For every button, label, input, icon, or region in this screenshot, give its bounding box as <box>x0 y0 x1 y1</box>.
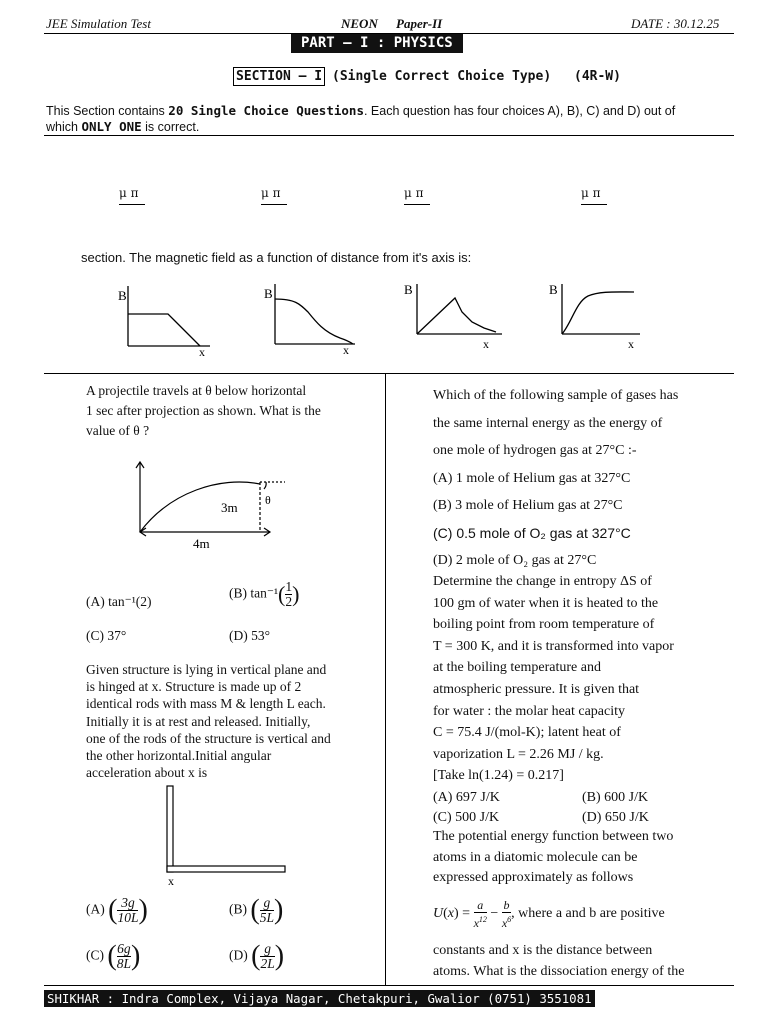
option-label: (C) <box>86 947 104 963</box>
potential-line: atoms. What is the dissociation energy of the <box>433 963 685 979</box>
structure-option-b: (B) ( $\frac{g}{5L}$ ) <box>229 894 284 926</box>
intro-text-b: . Each question has four choices A), B), C) and D) out of <box>363 104 676 118</box>
graph-c-xlabel: x <box>483 337 489 351</box>
footer-address: SHIKHAR : Indra Complex, Vijaya Nagar, Chetakpuri, Gwalior (0751) 3551081 <box>44 990 595 1007</box>
intro-bold-only-one: ONLY ONE <box>81 119 142 134</box>
structure-line: is hinged at x. Structure is made up of 2 <box>86 679 302 695</box>
section-marking: (4R-W) <box>574 69 621 84</box>
structure-line: identical rods with mass M & length L each. <box>86 696 326 712</box>
magnetic-field-question: section. The magnetic field as a function of distance from it's axis is: <box>81 250 472 265</box>
columns-bottom-rule <box>44 985 734 986</box>
graph-b-ylabel: B <box>264 286 273 301</box>
intro-text-d: is correct. <box>141 120 200 134</box>
fraction-fragment-c: μ π <box>404 186 430 205</box>
entropy-option-b: (B) 600 J/K <box>582 790 649 805</box>
part-title: PART – I : PHYSICS <box>291 34 463 53</box>
entropy-line: C = 75.4 J/(mol-K); latent heat of <box>433 725 621 741</box>
structure-option-a: (A) ( $\frac{3g}{10L}$ ) <box>86 894 148 926</box>
projectile-height-label: 3m <box>221 500 238 515</box>
fraction-numerator: 6g <box>117 941 131 956</box>
projectile-width-label: 4m <box>193 536 210 551</box>
potential-formula: U(x) = $\frac{a}{x^{12}}$ − $\frac{b}{x^6}$ , where a and b are positive <box>433 898 665 930</box>
entropy-option-c: (C) 500 J/K <box>433 810 500 825</box>
gas-line: Which of the following sample of gases has <box>433 388 679 403</box>
intro-text-a: This Section contains <box>46 104 169 118</box>
fraction-denominator: 5L <box>259 910 274 925</box>
entropy-question <box>433 571 674 787</box>
header-test-name: JEE Simulation Test <box>46 16 151 31</box>
header-paper: Paper-II <box>396 16 443 31</box>
projectile-option-b: (B) tan⁻¹( $\frac{1}{2}$ ) <box>229 579 300 609</box>
structure-line: the other horizontal.Initial angular <box>86 748 272 764</box>
projectile-option-c: (C) 37° <box>86 628 127 643</box>
section-label: SECTION – I <box>233 67 325 86</box>
structure-line: Initially it is at rest and released. Initially, <box>86 713 311 729</box>
section-instructions <box>46 103 736 135</box>
fraction-numerator: 1 <box>285 579 293 594</box>
intro-bold-count: 20 Single Choice Questions <box>168 103 364 118</box>
gas-option-c: (C) 0.5 mole of O₂ gas at 327°C <box>433 524 631 541</box>
projectile-option-d: (D) 53° <box>229 628 271 643</box>
entropy-line: [Take ln(1.24) = 0.217] <box>433 768 564 784</box>
entropy-line: 100 gm of water when it is heated to the <box>433 595 659 611</box>
potential-question <box>433 827 673 889</box>
structure-line: acceleration about x is <box>86 765 208 781</box>
projectile-angle-label: θ <box>265 493 271 507</box>
projectile-question <box>86 381 321 441</box>
gas-option-b: (B) 3 mole of Helium gas at 27°C <box>433 498 623 513</box>
structure-option-c: (C) ( $\frac{6g}{8L}$ ) <box>86 940 141 972</box>
fraction-fragment-b: μ π <box>261 186 287 205</box>
intro-text-c: which <box>46 120 82 134</box>
structure-question <box>86 661 331 781</box>
entropy-option-d: (D) 650 J/K <box>582 810 649 825</box>
entropy-line: Determine the change in entropy ΔS of <box>433 574 652 589</box>
graph-a-xlabel: x <box>199 345 205 359</box>
option-label: (A) <box>86 901 105 917</box>
structure-figure <box>160 784 290 890</box>
fraction-numerator: g <box>260 942 274 957</box>
gas-option-d: (D) 2 mole of O₂ gas at 27°C <box>433 553 597 568</box>
intro-rule <box>44 135 734 136</box>
projectile-option-b-prefix: (B) tan⁻¹ <box>229 585 279 601</box>
graph-b <box>275 284 355 344</box>
structure-option-d: (D) ( $\frac{g}{2L}$ ) <box>229 940 285 972</box>
entropy-line: T = 300 K, and it is transformed into vapor <box>433 638 674 654</box>
graph-c <box>417 284 502 334</box>
projectile-line: 1 sec after projection as shown. What is the <box>86 403 321 418</box>
column-divider <box>385 373 386 985</box>
fraction-numerator: 3g <box>117 896 138 911</box>
graph-a-ylabel: B <box>118 288 127 303</box>
section-type: (Single Correct Choice Type) <box>332 69 552 84</box>
header-batch: NEON <box>341 16 378 31</box>
fraction-numerator: g <box>260 896 274 911</box>
fraction-denominator: 10L <box>117 910 139 925</box>
graph-d-ylabel: B <box>549 282 558 297</box>
fraction-denominator: 2 <box>285 594 293 609</box>
magnetic-field-graphs <box>110 282 750 362</box>
structure-line: one of the rods of the structure is vertical and <box>86 730 331 746</box>
entropy-line: boiling point from room temperature of <box>433 617 655 633</box>
potential-line: The potential energy function between two <box>433 829 674 844</box>
projectile-figure <box>130 460 300 552</box>
entropy-line: at the boiling temperature and <box>433 660 601 676</box>
entropy-line: atmospheric pressure. It is given that <box>433 681 640 697</box>
gas-question <box>433 382 678 575</box>
option-label: (D) <box>229 947 248 963</box>
projectile-option-a: (A) tan⁻¹(2) <box>86 594 152 609</box>
projectile-line: value of θ ? <box>86 423 150 438</box>
option-label: (B) <box>229 901 247 917</box>
potential-formula-suffix: , where a and b are positive <box>511 906 665 922</box>
fraction-fragment-a: μ π <box>119 186 145 205</box>
gas-line: one mole of hydrogen gas at 27°C :- <box>433 443 637 458</box>
entropy-line: vaporization L = 2.26 MJ / kg. <box>433 746 604 762</box>
gas-line: the same internal energy as the energy of <box>433 415 663 431</box>
potential-question-continued <box>433 941 684 982</box>
header-date: DATE : 30.12.25 <box>631 16 720 31</box>
entropy-option-a: (A) 697 J/K <box>433 790 500 805</box>
graph-b-xlabel: x <box>343 343 349 357</box>
hinge-label: x <box>168 874 174 888</box>
potential-line: constants and x is the distance between <box>433 943 653 958</box>
graph-d <box>562 284 640 334</box>
fraction-fragment-d: μ π <box>581 186 607 205</box>
graph-d-xlabel: x <box>628 337 634 351</box>
projectile-line: A projectile travels at θ below horizontal <box>86 383 307 398</box>
fraction-denominator: 2L <box>260 956 275 971</box>
structure-line: Given structure is lying in vertical plane and <box>86 662 327 677</box>
entropy-line: for water : the molar heat capacity <box>433 703 626 719</box>
columns-top-rule <box>44 373 734 374</box>
potential-line: atoms in a diatomic molecule can be <box>433 849 638 865</box>
graph-c-ylabel: B <box>404 282 413 297</box>
potential-line: expressed approximately as follows <box>433 870 634 885</box>
gas-option-a: (A) 1 mole of Helium gas at 327°C <box>433 470 631 486</box>
fraction-denominator: 8L <box>116 956 131 971</box>
graph-a <box>128 286 210 346</box>
